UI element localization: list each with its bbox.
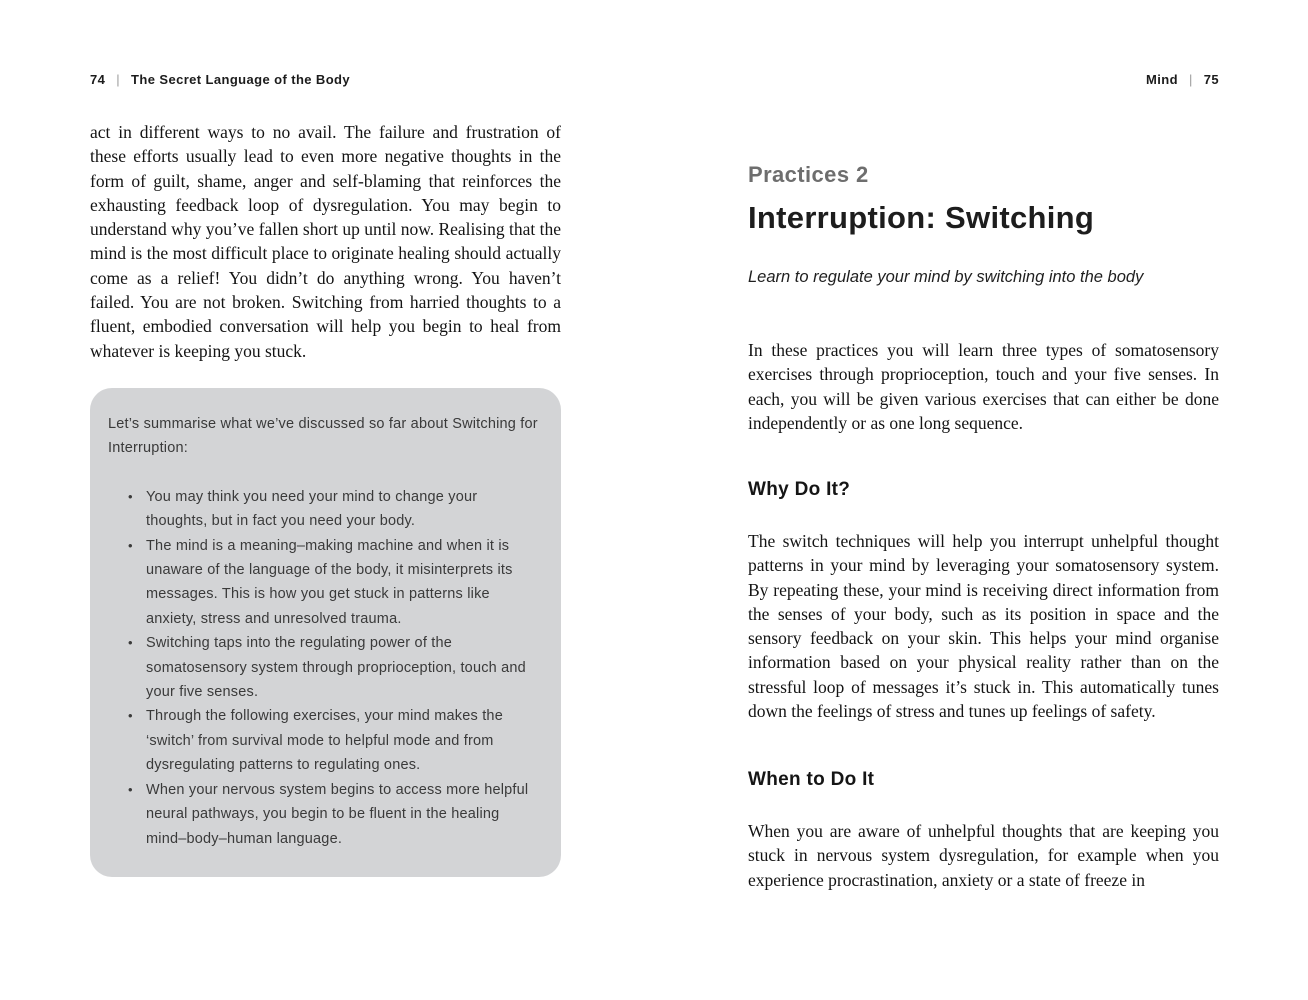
chapter-subtitle: Learn to regulate your mind by switching into the body (748, 268, 1144, 286)
book-title: The Secret Language of the Body (131, 72, 351, 87)
section-heading-why-do-it: Why Do It? (748, 479, 851, 500)
summary-box-intro: Let’s summarise what we’ve discussed so far about Switching for Interruption: (108, 416, 538, 457)
right-page (748, 0, 1219, 1000)
intro-paragraph: In these practices you will learn three types of somatosensory exercises through proprioception, touch and your five senses. In each, you will be given various exercises that can either be done independently or as one long sequence. (748, 340, 1219, 433)
header-separator: | (116, 72, 121, 87)
summary-bullet-item: • When your nervous system begins to access more helpful neural pathways, you begin to be fluent in the healing mind–body–human language. (128, 778, 541, 851)
summary-bullet-item: • The mind is a meaning–making machine and when it is unaware of the language of the body, it misinterprets its messages. This is how you get stuck in patterns like anxiety, stress and unresolved trauma. (128, 534, 541, 632)
summary-bullet-list (108, 485, 541, 851)
why-do-it-paragraph: The switch techniques will help you interrupt unhelpful thought patterns in your mind by leveraging your somatosensory system. By repeating these, your mind is receiving direct information from the senses of your body, such as its position in space and the sensory feedback on your skin. This helps your mind organise information based on your physical reality rather than on the stressful loop of messages it’s stuck in. This automatically tunes down the feelings of stress and tunes up feelings of safety. (748, 531, 1219, 722)
right-page-number: 75 (1203, 72, 1219, 87)
chapter-label: Mind (1146, 72, 1178, 87)
right-running-header (748, 72, 1219, 87)
left-body-paragraph: act in different ways to no avail. The failure and frustration of these efforts usually lead to even more negative thoughts in the form of guilt, shame, anger and self-blaming that reinforces the exhausting feedback loop of dysregulation. You may begin to understand why you’ve fallen short up until now. Realising that the mind is the most difficult place to originate healing should actually come as a relief! You didn’t do anything wrong. You haven’t failed. You are not broken. Switching from harried thoughts to a fluent, embodied conversation will help you begin to heal from whatever is keeping you stuck. (90, 122, 561, 361)
summary-bullet-item: • Through the following exercises, your mind makes the ‘switch’ from survival mode to helpful mode and from dysregulating patterns to regulating ones. (128, 704, 541, 777)
left-page (90, 0, 561, 1000)
summary-box (90, 388, 561, 877)
left-page-number: 74 (90, 72, 106, 87)
practices-kicker: Practices 2 (748, 162, 869, 187)
chapter-title: Interruption: Switching (748, 200, 1095, 235)
when-to-do-it-paragraph: When you are aware of unhelpful thoughts that are keeping you stuck in nervous system dysregulation, for example when you experience procrastination, anxiety or a state of freeze in (748, 821, 1219, 890)
section-heading-when-to-do-it: When to Do It (748, 769, 875, 790)
summary-bullet-item: • You may think you need your mind to change your thoughts, but in fact you need your body. (128, 485, 541, 534)
left-running-header (90, 72, 561, 87)
header-separator: | (1188, 72, 1193, 87)
summary-bullet-item: • Switching taps into the regulating power of the somatosensory system through proprioception, touch and your five senses. (128, 631, 541, 704)
